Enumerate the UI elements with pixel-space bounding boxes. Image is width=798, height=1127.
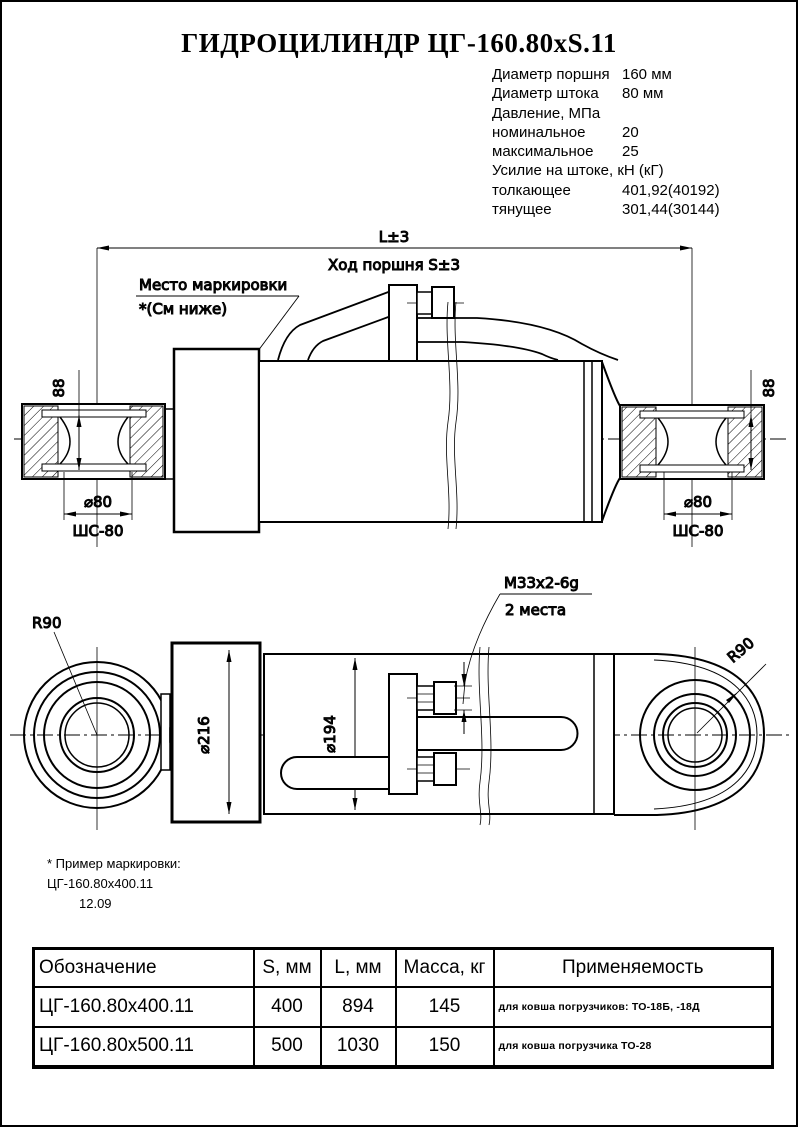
spec-value: 80 мм <box>622 85 664 103</box>
spec-label: номинальное <box>492 123 586 141</box>
spec-label: Усилие на штоке, кН (кГ) <box>492 162 664 180</box>
lower-view <box>10 574 792 830</box>
pipe-left-inner <box>308 316 391 360</box>
spec-value: 401,92(40192) <box>622 181 720 199</box>
gland-front <box>172 643 260 822</box>
cell-l: 1030 <box>321 1027 396 1067</box>
spec-value: 160 мм <box>622 66 672 83</box>
marking-example <box>47 854 181 914</box>
right-eye-section <box>620 405 764 479</box>
pipe-right-inner <box>417 342 558 360</box>
cell-application: для ковша погрузчиков: ТО-18Б, -18Д <box>494 987 773 1027</box>
bearing-label: ШС-80 <box>72 522 124 540</box>
size-table <box>32 947 774 1069</box>
spec-label: Диаметр поршня <box>492 66 610 83</box>
thread-dim-label: M33x2-6g <box>504 574 579 592</box>
gland-block <box>174 349 259 532</box>
cell-designation: ЦГ-160.80х500.11 <box>34 1027 254 1067</box>
cell-l: 894 <box>321 987 396 1027</box>
spec-label: максимальное <box>492 143 594 161</box>
cell-designation: ЦГ-160.80х400.11 <box>34 987 254 1027</box>
eye-plate-outline <box>614 654 764 815</box>
eye-plate-inner-line <box>654 660 757 809</box>
left-eye-section <box>22 404 165 479</box>
col-header-application: Применяемость <box>494 949 773 987</box>
upper-view <box>14 228 788 547</box>
cell-mass: 150 <box>396 1027 494 1067</box>
page-title: ГИДРОЦИЛИНДР ЦГ-160.80хS.11 <box>181 28 617 58</box>
spec-value: 20 <box>622 123 639 141</box>
eye-radius-label: R90 <box>723 633 758 667</box>
col-header-s: S, мм <box>254 949 321 987</box>
table-row <box>34 987 773 1027</box>
fitting-nut <box>432 287 454 318</box>
retainer-strip <box>640 411 744 418</box>
bore-dim-label: ⌀80 <box>683 493 713 511</box>
table-header-row <box>34 949 773 987</box>
retainer-strip <box>42 410 146 417</box>
eye-width-dim-label: 88 <box>50 378 68 398</box>
col-header-designation: Обозначение <box>34 949 254 987</box>
retainer-strip <box>640 465 744 472</box>
cell-application: для ковша погрузчика ТО-28 <box>494 1027 773 1067</box>
spec-label: тянущее <box>492 201 552 219</box>
gland-dia-label: ⌀216 <box>195 716 213 754</box>
port-block-front <box>389 674 417 794</box>
pipe-lower <box>281 757 389 789</box>
fitting-stem <box>417 292 432 314</box>
marking-example-line1: * Пример маркировки: <box>47 856 181 871</box>
col-header-mass: Масса, кг <box>396 949 494 987</box>
cell-s: 500 <box>254 1027 321 1067</box>
col-header-l: L, мм <box>321 949 396 987</box>
cell-mass: 145 <box>396 987 494 1027</box>
spec-label: Давление, МПа <box>492 104 601 122</box>
retainer-strip <box>42 464 146 471</box>
eye-width-dim-label: 88 <box>760 378 778 398</box>
cell-s: 400 <box>254 987 321 1027</box>
marking-note-line1: Место маркировки <box>139 276 288 294</box>
bearing-label: ШС-80 <box>672 522 724 540</box>
barrel-dia-label: ⌀194 <box>321 715 339 753</box>
eye-radius-label: R90 <box>32 614 62 632</box>
marking-note-line2: *(См ниже) <box>139 300 228 318</box>
head-neck-top <box>602 362 620 406</box>
spec-value: 301,44(30144) <box>622 201 720 219</box>
pipe-upper <box>417 717 578 750</box>
spec-value: 25 <box>622 143 639 161</box>
port-block <box>389 285 417 361</box>
spec-label: толкающее <box>492 181 571 199</box>
head-neck-bottom <box>602 478 620 521</box>
marking-example-line3: 12.09 <box>79 896 112 911</box>
marking-example-line2: ЦГ-160.80х400.11 <box>47 876 154 891</box>
table-row <box>34 1027 773 1067</box>
thread-places-label: 2 места <box>505 601 567 619</box>
bore-dim-label: ⌀80 <box>83 493 113 511</box>
length-dim-label: L±3 <box>378 228 410 246</box>
rod-end-strip <box>161 694 170 770</box>
spec-label: Диаметр штока <box>492 85 599 103</box>
stroke-dim-label: Ход поршня S±3 <box>327 256 461 274</box>
barrel-outline <box>259 361 602 522</box>
